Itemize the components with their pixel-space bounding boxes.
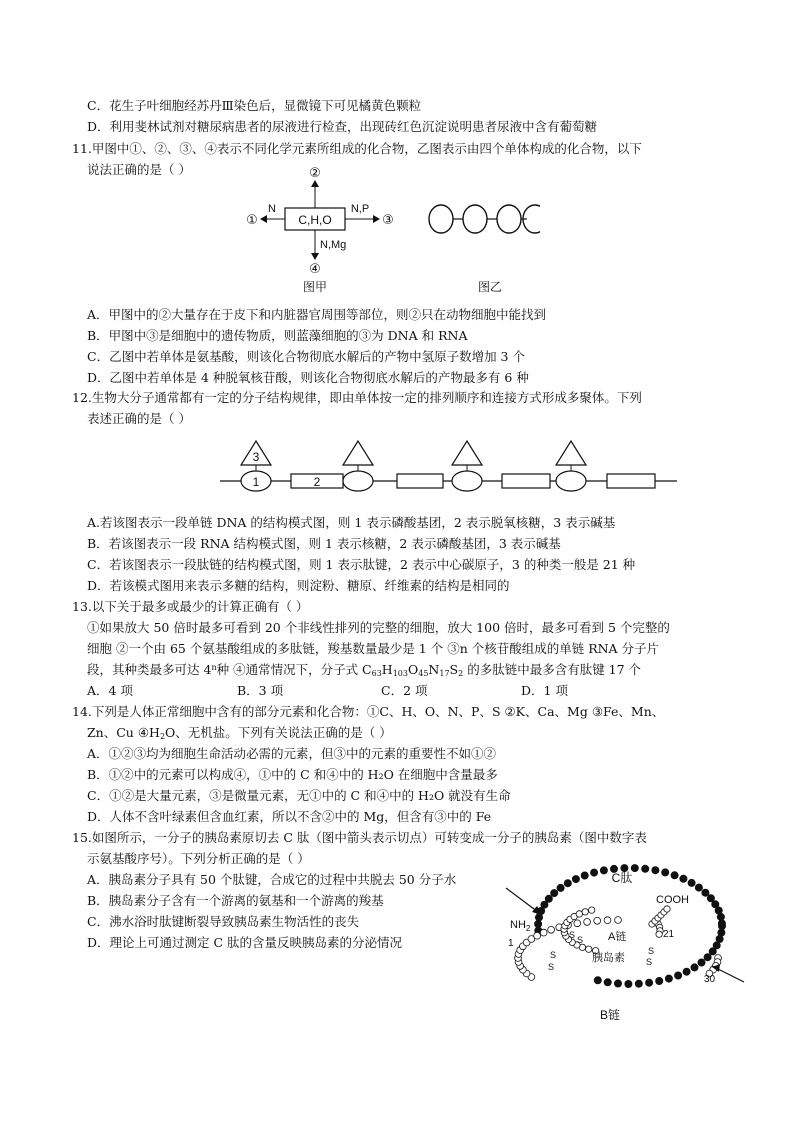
q11-stem-line1: 11.甲图中①、②、③、④表示不同化学元素所组成的化合物，乙图表示由四个单体构成的化合物，以下 xyxy=(72,141,642,156)
q10-option-d: D．利用斐林试剂对糖尿病患者的尿液进行检查，出现砖红色沉淀说明患者尿液中含有葡萄糖 xyxy=(87,119,598,134)
q14-option-c: C．①②是大量元素，③是微量元素，无①中的 C 和④中的 H₂O 就没有生命 xyxy=(87,788,511,803)
q10-option-c: C．花生子叶细胞经苏丹Ⅲ染色后，显微镜下可见橘黄色颗粒 xyxy=(87,98,422,113)
c-peptide-bead xyxy=(698,959,705,966)
c-peptide-bead xyxy=(709,948,716,955)
fig-yi xyxy=(429,205,540,294)
monomer xyxy=(429,205,453,233)
c-peptide-bead xyxy=(718,920,725,927)
label-np: N,P xyxy=(350,203,370,215)
q11-option-b: B．甲图中③是细胞中的遗传物质，则蓝藻细胞的③为 DNA 和 RNA xyxy=(87,328,468,343)
label-1: 1 xyxy=(252,475,260,489)
q13-option-d: D．1 项 xyxy=(521,683,568,698)
amino-acid-bead xyxy=(534,932,541,939)
fig-jia-caption: 图甲 xyxy=(302,280,328,294)
amino-acid-bead xyxy=(584,919,591,926)
num-4: ④ xyxy=(309,261,321,276)
q14-option-a: A．①②③均为细胞生命活动必需的元素，但③中的元素的重要性不如①② xyxy=(87,746,497,761)
fig-yi-caption: 图乙 xyxy=(477,280,503,294)
q11-figure xyxy=(240,163,540,298)
fig-jia xyxy=(246,165,394,294)
amino-acid-bead xyxy=(586,946,592,952)
c-peptide-bead xyxy=(662,869,669,876)
c-peptide-bead xyxy=(680,875,687,882)
q13-stem: 13.以下关于最多或最少的计算正确有（ ） xyxy=(72,599,309,614)
amino-acid-bead xyxy=(576,911,582,917)
q14-option-b: B．①②中的元素可以构成④，①中的 C 和④中的 H₂O 在细胞中含量最多 xyxy=(87,767,498,782)
q14-option-d: D．人体不含叶绿素但含血红素，所以不含②中的 Mg，但含有③中的 Fe xyxy=(87,809,492,824)
c-peptide-bead xyxy=(535,920,542,927)
q12-option-c: C．若该图表示一段肽链的结构模式图，则 1 表示肽键，2 表示中心碳原子，3 的种类一般是 21 种 xyxy=(87,557,636,572)
c-peptide-bead xyxy=(594,977,601,984)
amino-acid-bead xyxy=(604,917,611,924)
c-peptide-bead xyxy=(600,867,607,874)
num-3: ③ xyxy=(382,212,394,227)
num-2: ② xyxy=(309,165,321,180)
num-21: 21 xyxy=(663,929,675,940)
q15-insulin-figure xyxy=(500,858,750,1026)
q12-stem-line2: 表述正确的是（ ） xyxy=(87,411,191,426)
q15-option-c: C．沸水浴时肽键断裂导致胰岛素生物活性的丧失 xyxy=(87,914,360,929)
amino-acid-bead xyxy=(664,906,670,912)
label-nmg: N,Mg xyxy=(320,239,347,251)
c-peptide-bead xyxy=(604,979,611,986)
q15-option-a: A．胰岛素分子具有 50 个肽键，合成它的过程中共脱去 50 分子水 xyxy=(87,872,457,887)
q14-stem-line1: 14.下列是人体正常细胞中含有的部分元素和化合物：①C、H、O、N、P、S ②K、Ca、Mg ③Fe、Mn、 xyxy=(72,704,665,719)
arrow-up-icon xyxy=(311,180,319,187)
amino-acid-bead xyxy=(656,931,662,937)
c-peptide-bead xyxy=(656,977,663,984)
num-1-a: 1 xyxy=(534,910,540,921)
arrow-right-icon xyxy=(373,215,380,223)
c-peptide-bead xyxy=(635,980,642,987)
q12-option-b: B．若该图表示一段 RNA 结构模式图，则 1 表示核糖，2 表示磷酸基团，3 表示碱基 xyxy=(87,536,561,551)
q11-option-c: C．乙图中若单体是氨基酸，则该化合物彻底水解后的产物中氢原子数增加 3 个 xyxy=(87,349,525,364)
c-peptide-bead xyxy=(688,879,695,886)
amino-acid-bead xyxy=(615,917,622,924)
q13-line1: ①如果放大 50 倍时最多可看到 20 个非线性排列的完整的细胞，放大 100 倍时，最多可看到 5 个完整的 xyxy=(87,620,670,635)
num-1: ① xyxy=(246,212,258,227)
label-2: 2 xyxy=(313,475,321,489)
c-peptide-bead xyxy=(702,889,709,896)
q12-option-d: D．若该模式图用来表示多糖的结构，则淀粉、糖原、纤维素的结构是相同的 xyxy=(87,578,510,593)
monomer xyxy=(497,205,521,233)
center-label: C,H,O xyxy=(298,213,332,227)
a-chain-label: A链 xyxy=(608,931,627,943)
q13-option-b: B．3 项 xyxy=(237,683,284,698)
q12-figure xyxy=(215,435,685,500)
cooh-label: COOH xyxy=(656,894,689,906)
b-chain-label: B链 xyxy=(599,1008,621,1022)
c-peptide-bead xyxy=(646,979,653,986)
q12-stem-line1: 12.生物大分子通常都有一定的分子结构规律，即由单体按一定的排列顺序和连接方式形成多聚体。下列 xyxy=(72,390,642,405)
c-peptide-bead xyxy=(564,880,571,887)
amino-acid-bead xyxy=(582,909,588,915)
s-atom: S xyxy=(646,957,653,967)
c-peptide-label: C肽 xyxy=(611,871,633,885)
s-atom: S xyxy=(577,935,584,945)
q15-stem-line1: 15.如图所示，一分子的胰岛素原切去 C 肽（图中箭头表示切点）可转变成一分子的胰岛素（图中数字表 xyxy=(72,830,647,845)
c-peptide-bead xyxy=(642,865,649,872)
c-peptide-bead xyxy=(671,872,678,879)
c-peptide-bead xyxy=(652,867,659,874)
amino-acid-bead xyxy=(594,917,601,924)
c-peptide-bead xyxy=(691,964,698,971)
c-peptide-bead xyxy=(572,876,579,883)
amino-acid-bead xyxy=(548,926,555,933)
s-atom: S xyxy=(569,930,576,940)
c-peptide-bead xyxy=(665,975,672,982)
s-atom: S xyxy=(550,950,557,960)
c-peptide-bead xyxy=(614,980,621,987)
c-peptide-bead xyxy=(551,890,558,897)
arrow-down-icon xyxy=(311,253,319,260)
c-peptide-bead xyxy=(581,872,588,879)
c-peptide-bead xyxy=(683,968,690,975)
q13-line3: 段，其种类最多可达 4$^n$种 ④通常情况下，分子式 $C_{63}H_{103}O_{45}N_{17}S_2$ 的多肽链中最多含有肽键 17 个 xyxy=(87,662,642,678)
q14-stem-line2: Zn、Cu $④H_2O$、无机盐。下列有关说法正确的是（ ） xyxy=(87,725,392,741)
arrow-left-icon xyxy=(260,215,267,223)
q13-line2: 细胞 ②一个由 65 个氨基酸组成的多肽链，羧基数量最少是 1 个 ③n 个核苷酸组成的单链 RNA 分子片 xyxy=(87,641,660,656)
c-peptide-bead xyxy=(695,884,702,891)
q13-option-c: C．2 项 xyxy=(381,683,428,698)
num-30: 30 xyxy=(704,974,716,985)
q11-option-a: A．甲图中的②大量存在于皮下和内脏器官周围等部位，则②只在动物细胞中能找到 xyxy=(87,307,547,322)
label-3: 3 xyxy=(252,450,260,464)
amino-acid-bead xyxy=(589,907,595,913)
c-peptide-bead xyxy=(717,913,724,920)
q11-option-d: D．乙图中若单体是 4 种脱氧核苷酸，则该化合物彻底水解后的产物最多有 6 种 xyxy=(87,370,529,385)
c-peptide-bead xyxy=(675,972,682,979)
s-atom: S xyxy=(548,962,555,972)
monomer xyxy=(463,205,487,233)
c-peptide-bead xyxy=(545,895,552,902)
q12-option-a: A.若该图表示一段单链 DNA 的结构模式图，则 1 表示磷酸基团，2 表示脱氧核糖，3 表示碱基 xyxy=(87,515,616,530)
nh2-label: $NH_2$ xyxy=(510,919,531,933)
amino-acid-bead xyxy=(540,929,547,936)
c-peptide-bead xyxy=(704,954,711,961)
c-peptide-bead xyxy=(625,980,632,987)
q13-option-a: A．4 项 xyxy=(87,683,133,698)
c-peptide-bead xyxy=(591,869,598,876)
s-atom: S xyxy=(648,946,655,956)
label-n: N xyxy=(268,203,276,215)
c-peptide-bead xyxy=(557,884,564,891)
q11-stem-line2: 说法正确的是（ ） xyxy=(87,162,191,177)
q15-stem-line2: 示氨基酸序号）。下列分析正确的是（ ） xyxy=(87,851,310,866)
amino-acid-bead xyxy=(574,920,581,927)
num-1-b: 1 xyxy=(508,938,514,949)
q15-option-d: D．理论上可通过测定 C 肽的含量反映胰岛素的分泌情况 xyxy=(87,935,403,950)
q15-option-b: B．胰岛素分子含有一个游离的氨基和一个游离的羧基 xyxy=(87,893,384,908)
insulin-label: 胰岛素 xyxy=(592,952,625,964)
